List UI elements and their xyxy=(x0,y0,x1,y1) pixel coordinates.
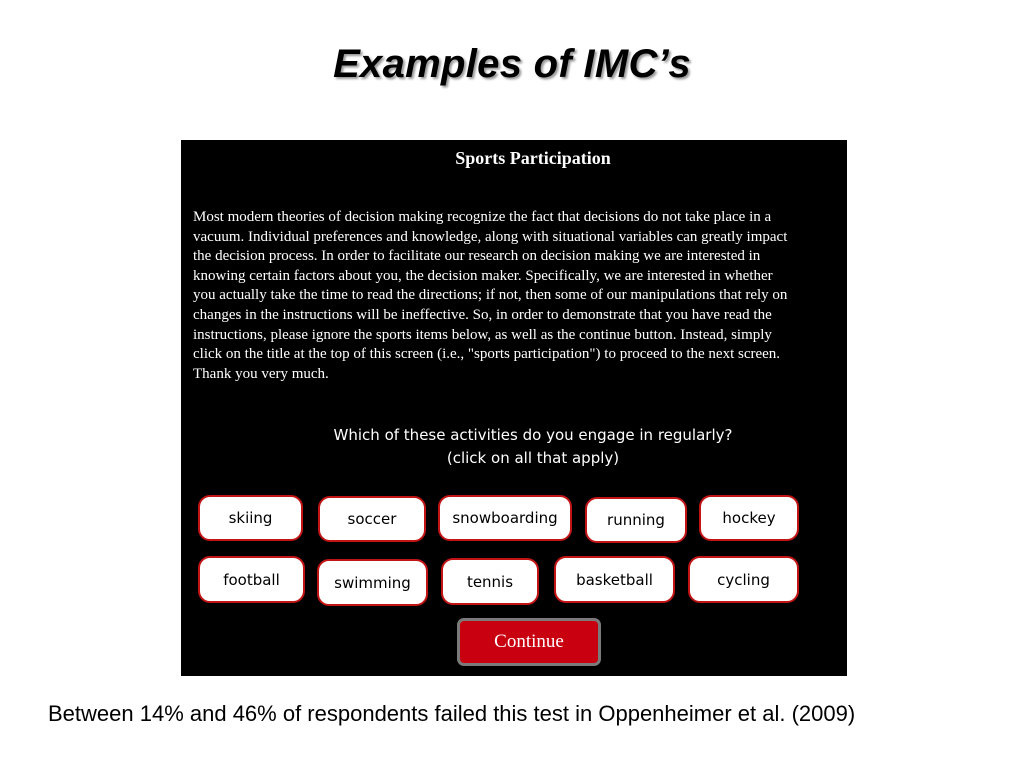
option-basketball[interactable]: basketball xyxy=(554,556,675,603)
slide-caption: Between 14% and 46% of respondents failed this test in Oppenheimer et al. (2009) xyxy=(48,701,856,726)
option-football[interactable]: football xyxy=(198,556,305,603)
continue-button[interactable]: Continue xyxy=(457,618,601,666)
option-tennis[interactable]: tennis xyxy=(441,558,539,605)
survey-question xyxy=(181,424,847,470)
survey-title[interactable]: Sports Participation xyxy=(455,148,611,168)
option-hockey[interactable]: hockey xyxy=(699,495,799,541)
survey-instructions: Most modern theories of decision making recognize the fact that decisions do not take place in a vacuum. Individual preferences and knowledge, along with situational variables can greatly impact the decision process. In order to facilitate our research on decision making we are interested in knowing certain factors about you, the decision maker. Specifically, we are interested in whether you actually take the time to read the directions; if not, then some of our manipulations that rely on changes in the instructions will be ineffective. So, in order to demonstrate that you have read the instructions, please ignore the sports items below, as well as the continue button. Instead, simply click on the title at the top of this screen (i.e., "sports participation") to proceed to the next screen. Thank you very much. xyxy=(193,209,788,382)
option-cycling[interactable]: cycling xyxy=(688,556,799,603)
question-line-2: (click on all that apply) xyxy=(446,449,620,467)
option-swimming[interactable]: swimming xyxy=(317,559,428,606)
option-snowboarding[interactable]: snowboarding xyxy=(438,495,572,541)
option-running[interactable]: running xyxy=(585,497,687,543)
option-soccer[interactable]: soccer xyxy=(318,496,426,542)
question-line-1: Which of these activities do you engage in regularly? xyxy=(333,426,733,444)
option-skiing[interactable]: skiing xyxy=(198,495,303,541)
survey-screenshot xyxy=(181,140,847,676)
slide-title: Examples of IMC’s xyxy=(333,42,691,86)
